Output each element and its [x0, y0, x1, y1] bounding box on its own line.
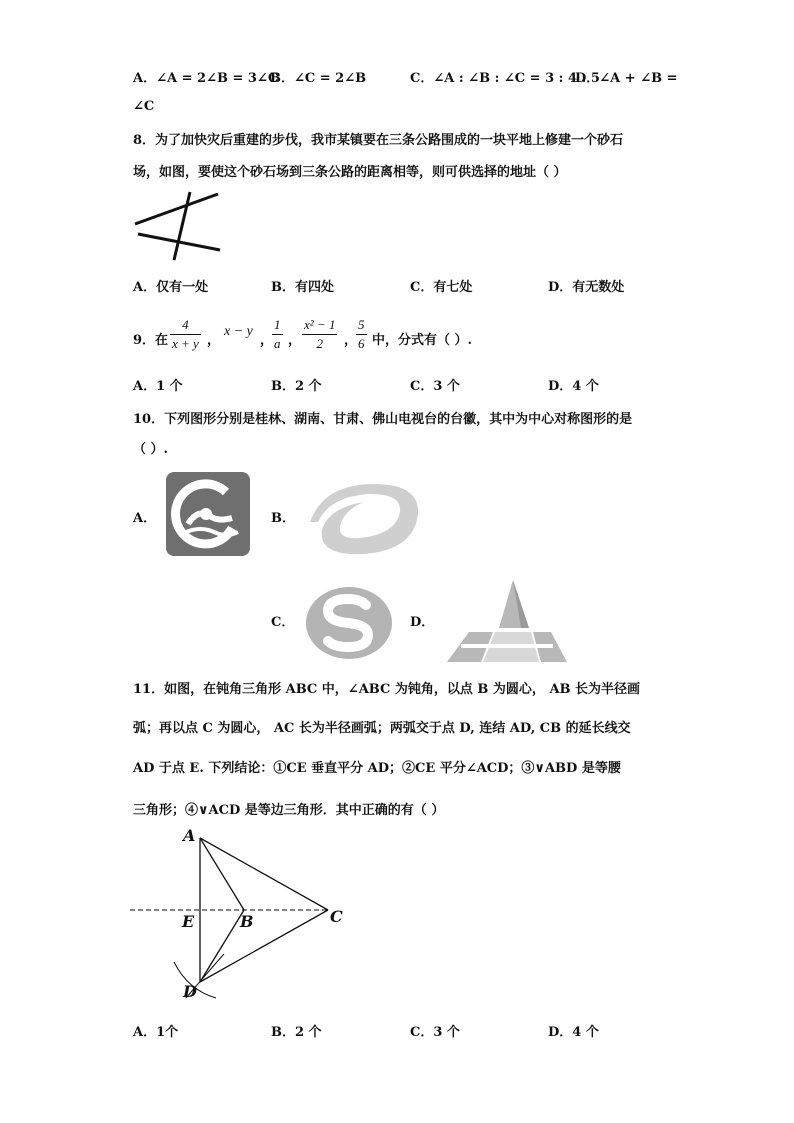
q9-f5-numerator: 5 — [358, 317, 365, 332]
hunan-tv-logo — [304, 480, 424, 558]
q9-separator-3: ， — [288, 333, 302, 348]
q7-option-b: B．∠C = 2∠B — [270, 71, 367, 86]
q11-option-b: B．2 个 — [271, 1025, 322, 1040]
q10-label-c: C． — [271, 615, 295, 630]
q10-stem-line2: （ ）. — [133, 442, 169, 457]
q9-separator-1: ， — [207, 333, 221, 348]
q9-f3-denominator: a — [274, 336, 281, 351]
q9-option-a: A．1 个 — [133, 379, 183, 394]
gansu-tv-logo — [304, 585, 394, 661]
q8-option-b: B．有四处 — [271, 280, 334, 295]
q9-f1-numerator: 4 — [182, 317, 189, 332]
q9-prefix: 9．在 — [133, 333, 169, 348]
q11-stem-line2: 弧；再以点 C 为圆心， AC 长为半径画弧；两弧交于点 D, 连结 AD, CB 的延长线交 — [133, 721, 631, 736]
q9-option-b: B．2 个 — [271, 379, 322, 394]
q9-option-d: D．4 个 — [548, 379, 599, 394]
point-c-label: C — [330, 907, 343, 926]
q9-fraction-5 — [356, 317, 367, 352]
point-e-label: E — [182, 912, 195, 931]
q7-option-c: C．∠A : ∠B : ∠C = 3 : 4 : 5 — [410, 71, 600, 86]
q9-separator-2: ， — [260, 333, 274, 348]
q10-stem-line1: 10．下列图形分别是桂林、湖南、甘肃、佛山电视台的台徽，其中为中心对称图形的是 — [133, 412, 633, 427]
q7-option-d: D．∠A + ∠B = — [575, 71, 678, 86]
q9-f4-numerator: x² − 1 — [304, 317, 336, 332]
q10-label-a: A． — [133, 511, 157, 526]
point-a-label: A — [183, 826, 196, 845]
three-roads-figure — [130, 188, 222, 262]
q9-fraction-1 — [170, 317, 201, 352]
q9-option-c: C．3 个 — [410, 379, 460, 394]
q8-option-c: C．有七处 — [410, 280, 473, 295]
q9-suffix: 中，分式有（ ）. — [372, 333, 473, 348]
q11-option-c: C．3 个 — [410, 1025, 460, 1040]
guilin-tv-logo — [166, 472, 250, 556]
q9-f3-numerator: 1 — [274, 317, 281, 332]
q9-separator-4: ， — [344, 333, 358, 348]
q11-option-a: A．1个 — [133, 1025, 179, 1040]
q9-f5-denominator: 6 — [358, 336, 365, 351]
q8-stem-line2: 场，如图，要使这个砂石场到三条公路的距离相等，则可供选择的地址（ ） — [133, 165, 567, 180]
q11-stem-line4: 三角形；④∨ACD 是等边三角形．其中正确的有（ ） — [133, 803, 445, 818]
foshan-tv-logo — [447, 578, 567, 664]
q10-label-d: D． — [410, 615, 435, 630]
q8-option-d: D．有无数处 — [548, 280, 625, 295]
q9-fraction-3 — [272, 317, 283, 352]
q8-option-a: A．仅有一处 — [133, 280, 209, 295]
q9-expression-2: x − y — [224, 324, 253, 339]
q11-stem-line3: AD 于点 E. 下列结论：①CE 垂直平分 AD；②CE 平分∠ACD；③∨ABD 是等腰 — [133, 761, 621, 776]
q10-label-b: B． — [271, 511, 295, 526]
q9-f4-denominator: 2 — [316, 336, 323, 351]
q7-option-d-continued: ∠C — [133, 99, 155, 114]
q9-fraction-4 — [302, 317, 337, 352]
q8-stem-line1: 8．为了加快灾后重建的步伐，我市某镇要在三条公路围成的一块平地上修建一个砂石 — [133, 133, 624, 148]
q11-stem-line1: 11．如图，在钝角三角形 ABC 中，∠ABC 为钝角，以点 B 为圆心， AB 长为半径画 — [133, 682, 641, 697]
q7-option-a: A．∠A = 2∠B = 3∠C — [133, 71, 279, 86]
q9-f1-denominator: x + y — [172, 336, 199, 351]
q11-option-d: D．4 个 — [548, 1025, 599, 1040]
point-d-label: D — [183, 982, 197, 1001]
point-b-label: B — [240, 912, 254, 931]
